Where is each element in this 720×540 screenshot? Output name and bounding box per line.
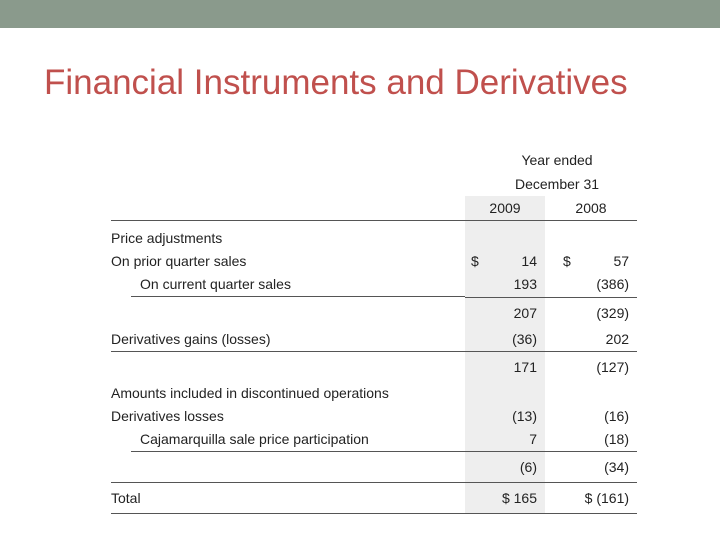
currency-symbol: $ xyxy=(563,253,571,269)
value-2008: (34) xyxy=(545,452,637,483)
row-total xyxy=(111,483,637,514)
currency-symbol: $ xyxy=(471,253,479,269)
row-discontinued-subtotal xyxy=(111,452,637,483)
header-row-years xyxy=(111,196,637,221)
value-2008: (16) xyxy=(604,407,630,424)
value-2008: $ (161) xyxy=(545,483,637,514)
row-subtotal-1 xyxy=(111,351,637,382)
row-label: Total xyxy=(111,483,465,514)
header-row-period-1 xyxy=(111,148,637,172)
row-price-subtotal xyxy=(111,297,637,328)
row-current-quarter-sales xyxy=(111,273,637,297)
value-2008: (329) xyxy=(596,304,630,321)
value-2009: $ 165 xyxy=(465,483,545,514)
row-label: On prior quarter sales xyxy=(111,253,247,269)
row-label: Price adjustments xyxy=(111,230,223,246)
header-year-ended: Year ended xyxy=(521,152,593,168)
value-2008: 202 xyxy=(545,328,637,352)
header-2008: 2008 xyxy=(545,196,637,221)
value-2009: 171 xyxy=(465,351,545,382)
value-2009: 14 xyxy=(521,253,537,269)
row-label: Amounts included in discontinued operations xyxy=(111,384,389,401)
value-2009: (36) xyxy=(465,328,545,352)
value-2009: (6) xyxy=(465,452,545,483)
row-price-adjustments xyxy=(111,221,637,251)
row-label: On current quarter sales xyxy=(131,273,465,297)
row-prior-quarter-sales xyxy=(111,250,637,273)
row-label: Derivatives losses xyxy=(111,407,224,424)
header-row-period-2 xyxy=(111,172,637,196)
value-2009: (13) xyxy=(465,405,545,428)
value-2009: 207 xyxy=(465,297,545,328)
top-banner-bar xyxy=(0,0,720,28)
row-label: Cajamarquilla sale price participation xyxy=(131,428,465,452)
header-2009: 2009 xyxy=(465,196,545,221)
financial-instruments-table xyxy=(111,148,637,514)
value-2008: (18) xyxy=(545,428,637,452)
value-2008: 57 xyxy=(613,253,630,269)
row-derivatives-gains xyxy=(111,328,637,352)
slide-title: Financial Instruments and Derivatives xyxy=(44,63,628,102)
row-label: Derivatives gains (losses) xyxy=(111,328,465,352)
row-discontinued-operations xyxy=(111,382,637,405)
value-2009: 7 xyxy=(465,428,545,452)
value-2009: 193 xyxy=(465,273,545,297)
row-derivatives-losses xyxy=(111,405,637,428)
value-2008: (386) xyxy=(545,273,637,297)
row-cajamarquilla xyxy=(111,428,637,452)
value-2008: (127) xyxy=(596,358,630,375)
header-december-31: December 31 xyxy=(514,176,600,192)
